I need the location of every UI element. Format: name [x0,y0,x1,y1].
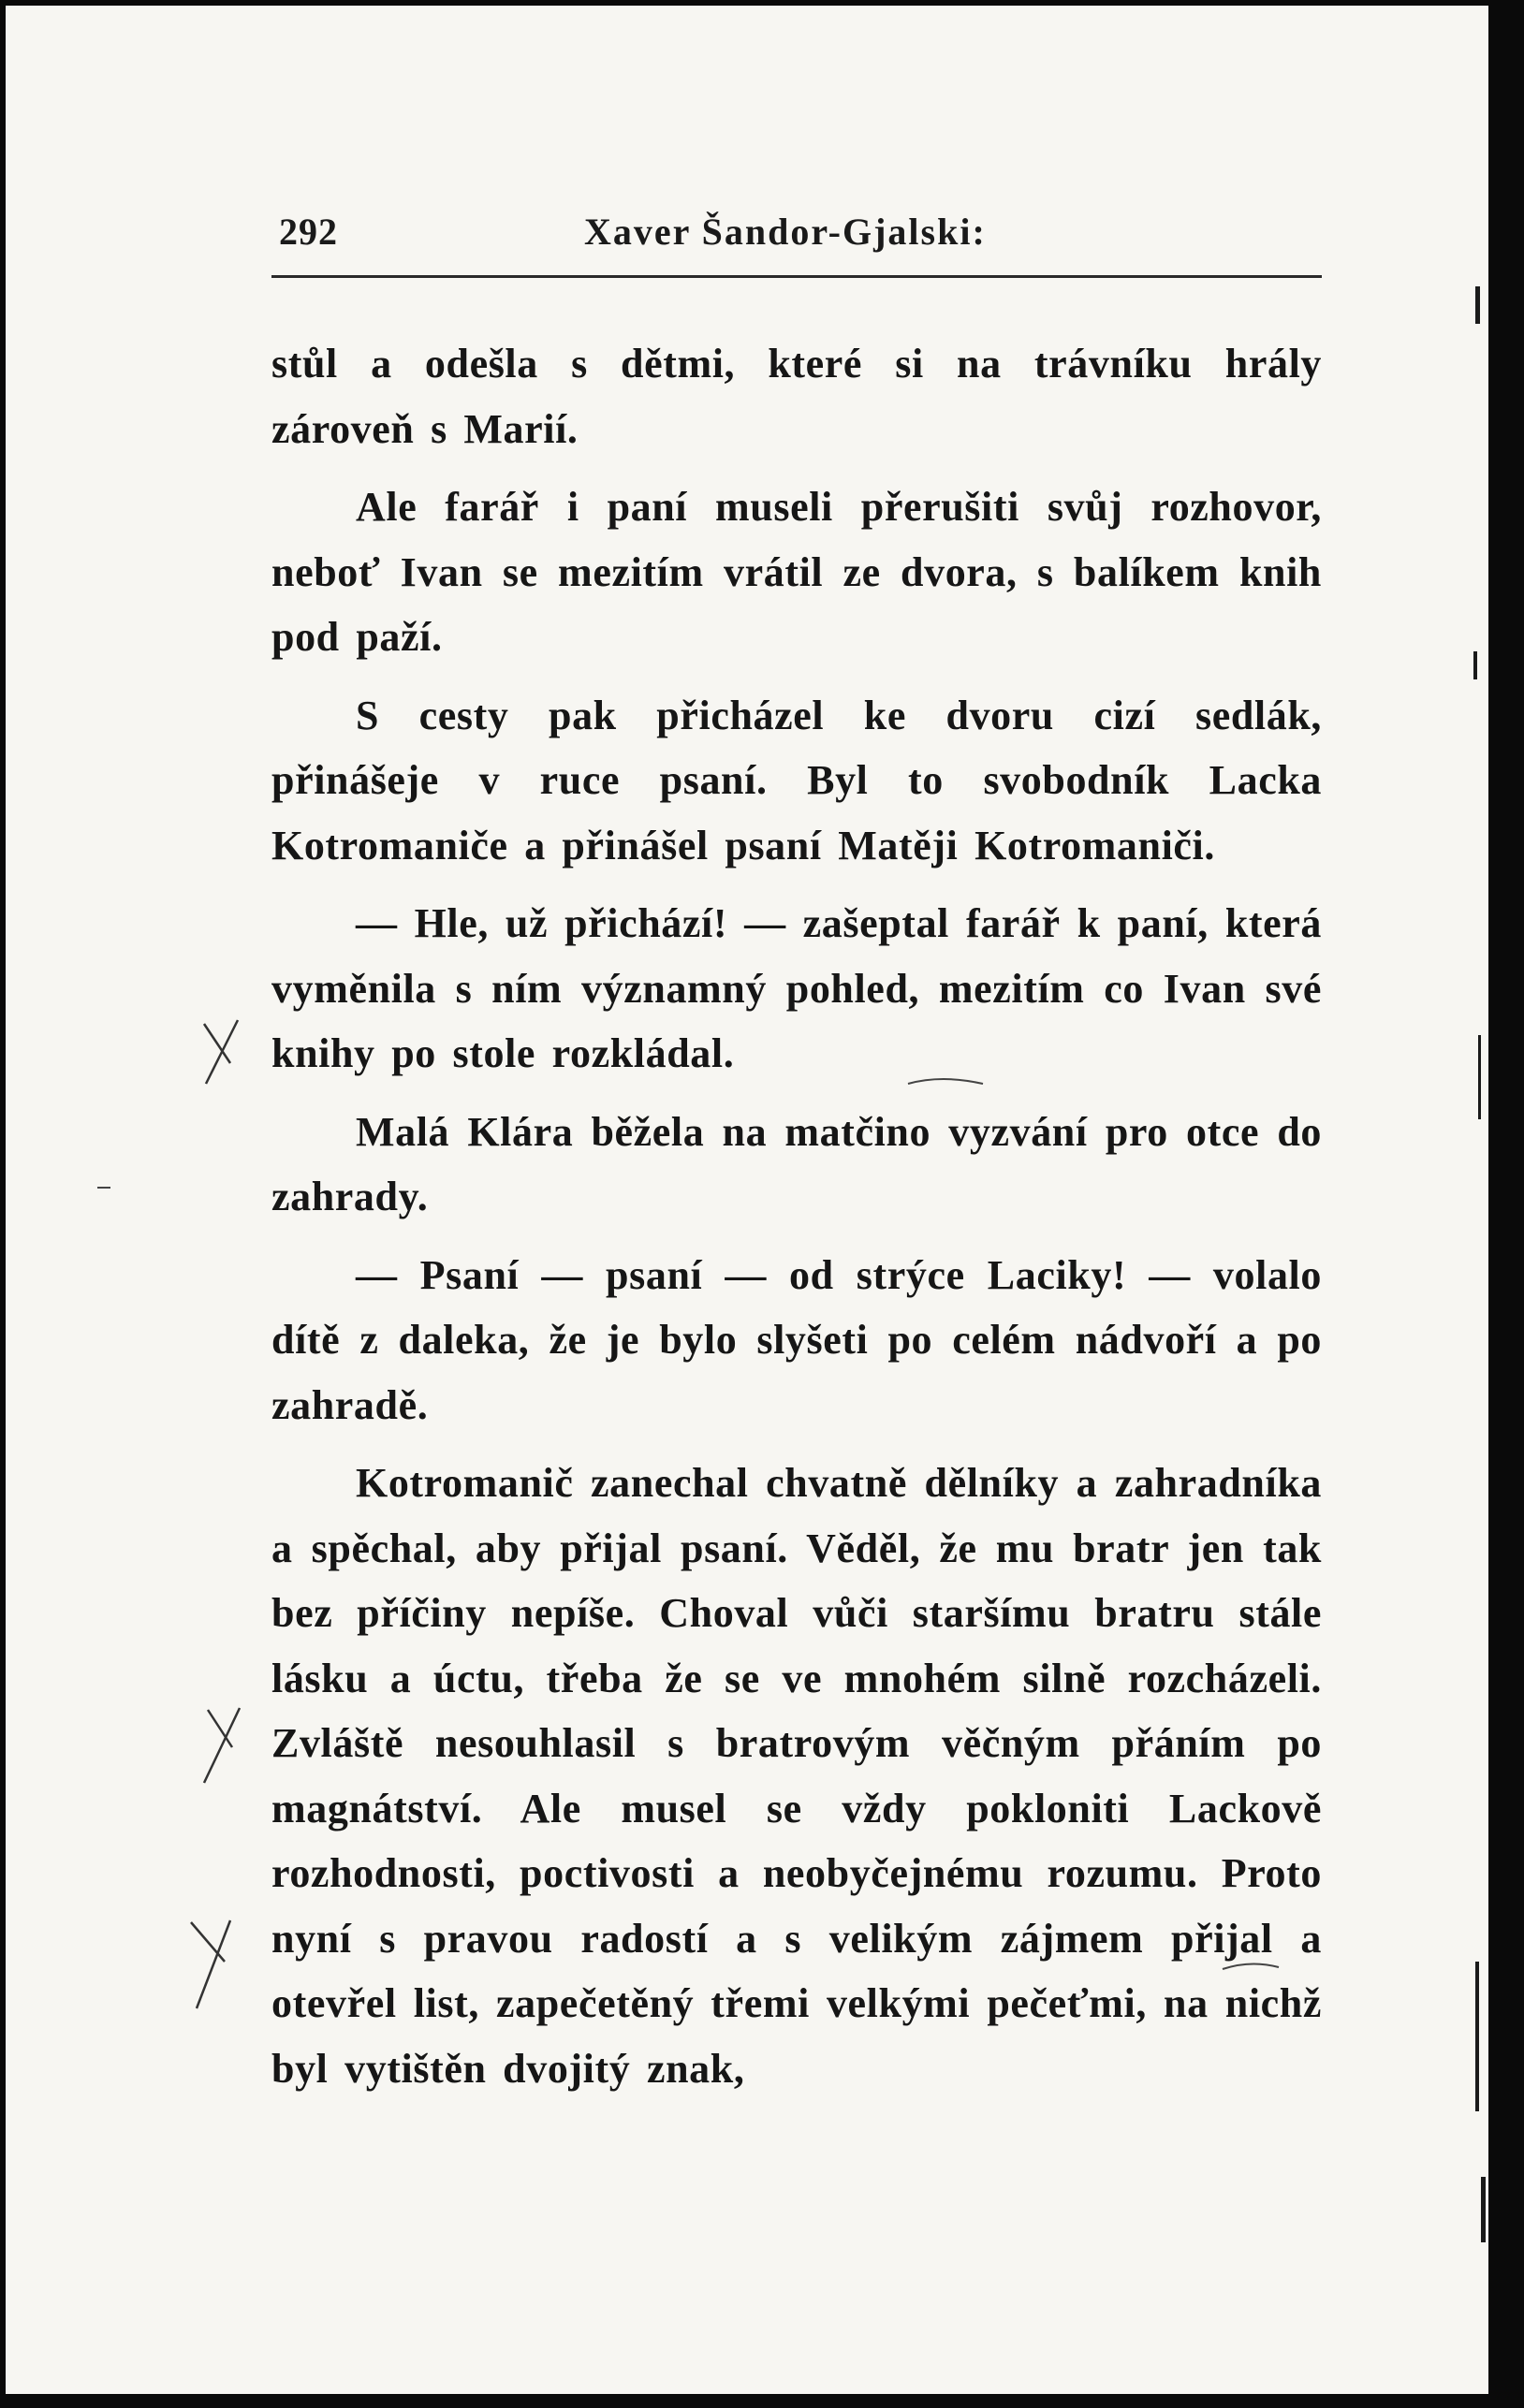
pencil-cross-mark [193,1704,249,1798]
paragraph: — Hle, už přichází! — zašeptal farář k paní, která vyměnila s ním významný pohled, mezitím co Ivan své knihy po stole rozkládal. [271,900,1322,1076]
scan-edge-mark [1481,2177,1486,2242]
paragraph: — Psaní — psaní — od strýce Laciky! — volalo dítě z daleka, že je bylo slyšeti po celém nádvoří a po zahradě. [271,1251,1322,1428]
body-text [271,331,1322,2114]
running-title: Xaver Šandor-Gjalski: [584,211,987,253]
page-number: 292 [279,211,338,253]
paragraph: Ale farář i paní museli přerušiti svůj rozhovor, neboť Ivan se mezitím vrátil ze dvora, s balíkem knih pod paží. [271,484,1322,660]
pencil-cross-mark [193,1016,249,1101]
scan-edge-mark [1478,1035,1481,1119]
page-header [271,202,1320,277]
scan-edge-mark [1475,286,1480,324]
pencil-underline-mark [1219,1958,1284,1977]
paragraph: S cesty pak přicházel ke dvoru cizí sedlák, přinášeje v ruce psaní. Byl to svobodník Lacka Kotromaniče a přinášel psaní Matěji Kotromaniči. [271,692,1322,868]
paragraph: stůl a odešla s dětmi, které si na trávníku hrály zároveň s Marií. [271,341,1322,452]
scan-edge-mark [1475,1962,1479,2111]
book-page [6,6,1488,2394]
pencil-dash-mark [95,1183,114,1192]
paragraph: Malá Klára běžela na matčino vyzvání pro otce do zahrady. [271,1108,1322,1219]
header-rule [271,275,1322,278]
paragraph: Kotromanič zanechal chvatně dělníky a zahradníka a spěchal, aby přijal psaní. Věděl, že mu bratr jen tak bez příčiny nepíše. Choval vůči staršímu bratru stále lásku a úctu, třeba že se ve mnohém silně rozcházeli. Zvláště nesouhlasil s bratrovým věčným přáním po magnátství. Ale musel se vždy pokloniti Lackově rozhodnosti, poctivosti a neobyčejnému rozumu. Proto nyní s pravou radostí a s velikým zájmem přijal a otevřel list, zapečetěný třemi velkými pečeťmi, na nichž byl vytištěn dvojitý znak, [271,1460,1322,2092]
pencil-cross-mark [183,1915,240,2018]
scan-edge-mark [1473,651,1477,679]
pencil-underline-mark [904,1073,989,1091]
